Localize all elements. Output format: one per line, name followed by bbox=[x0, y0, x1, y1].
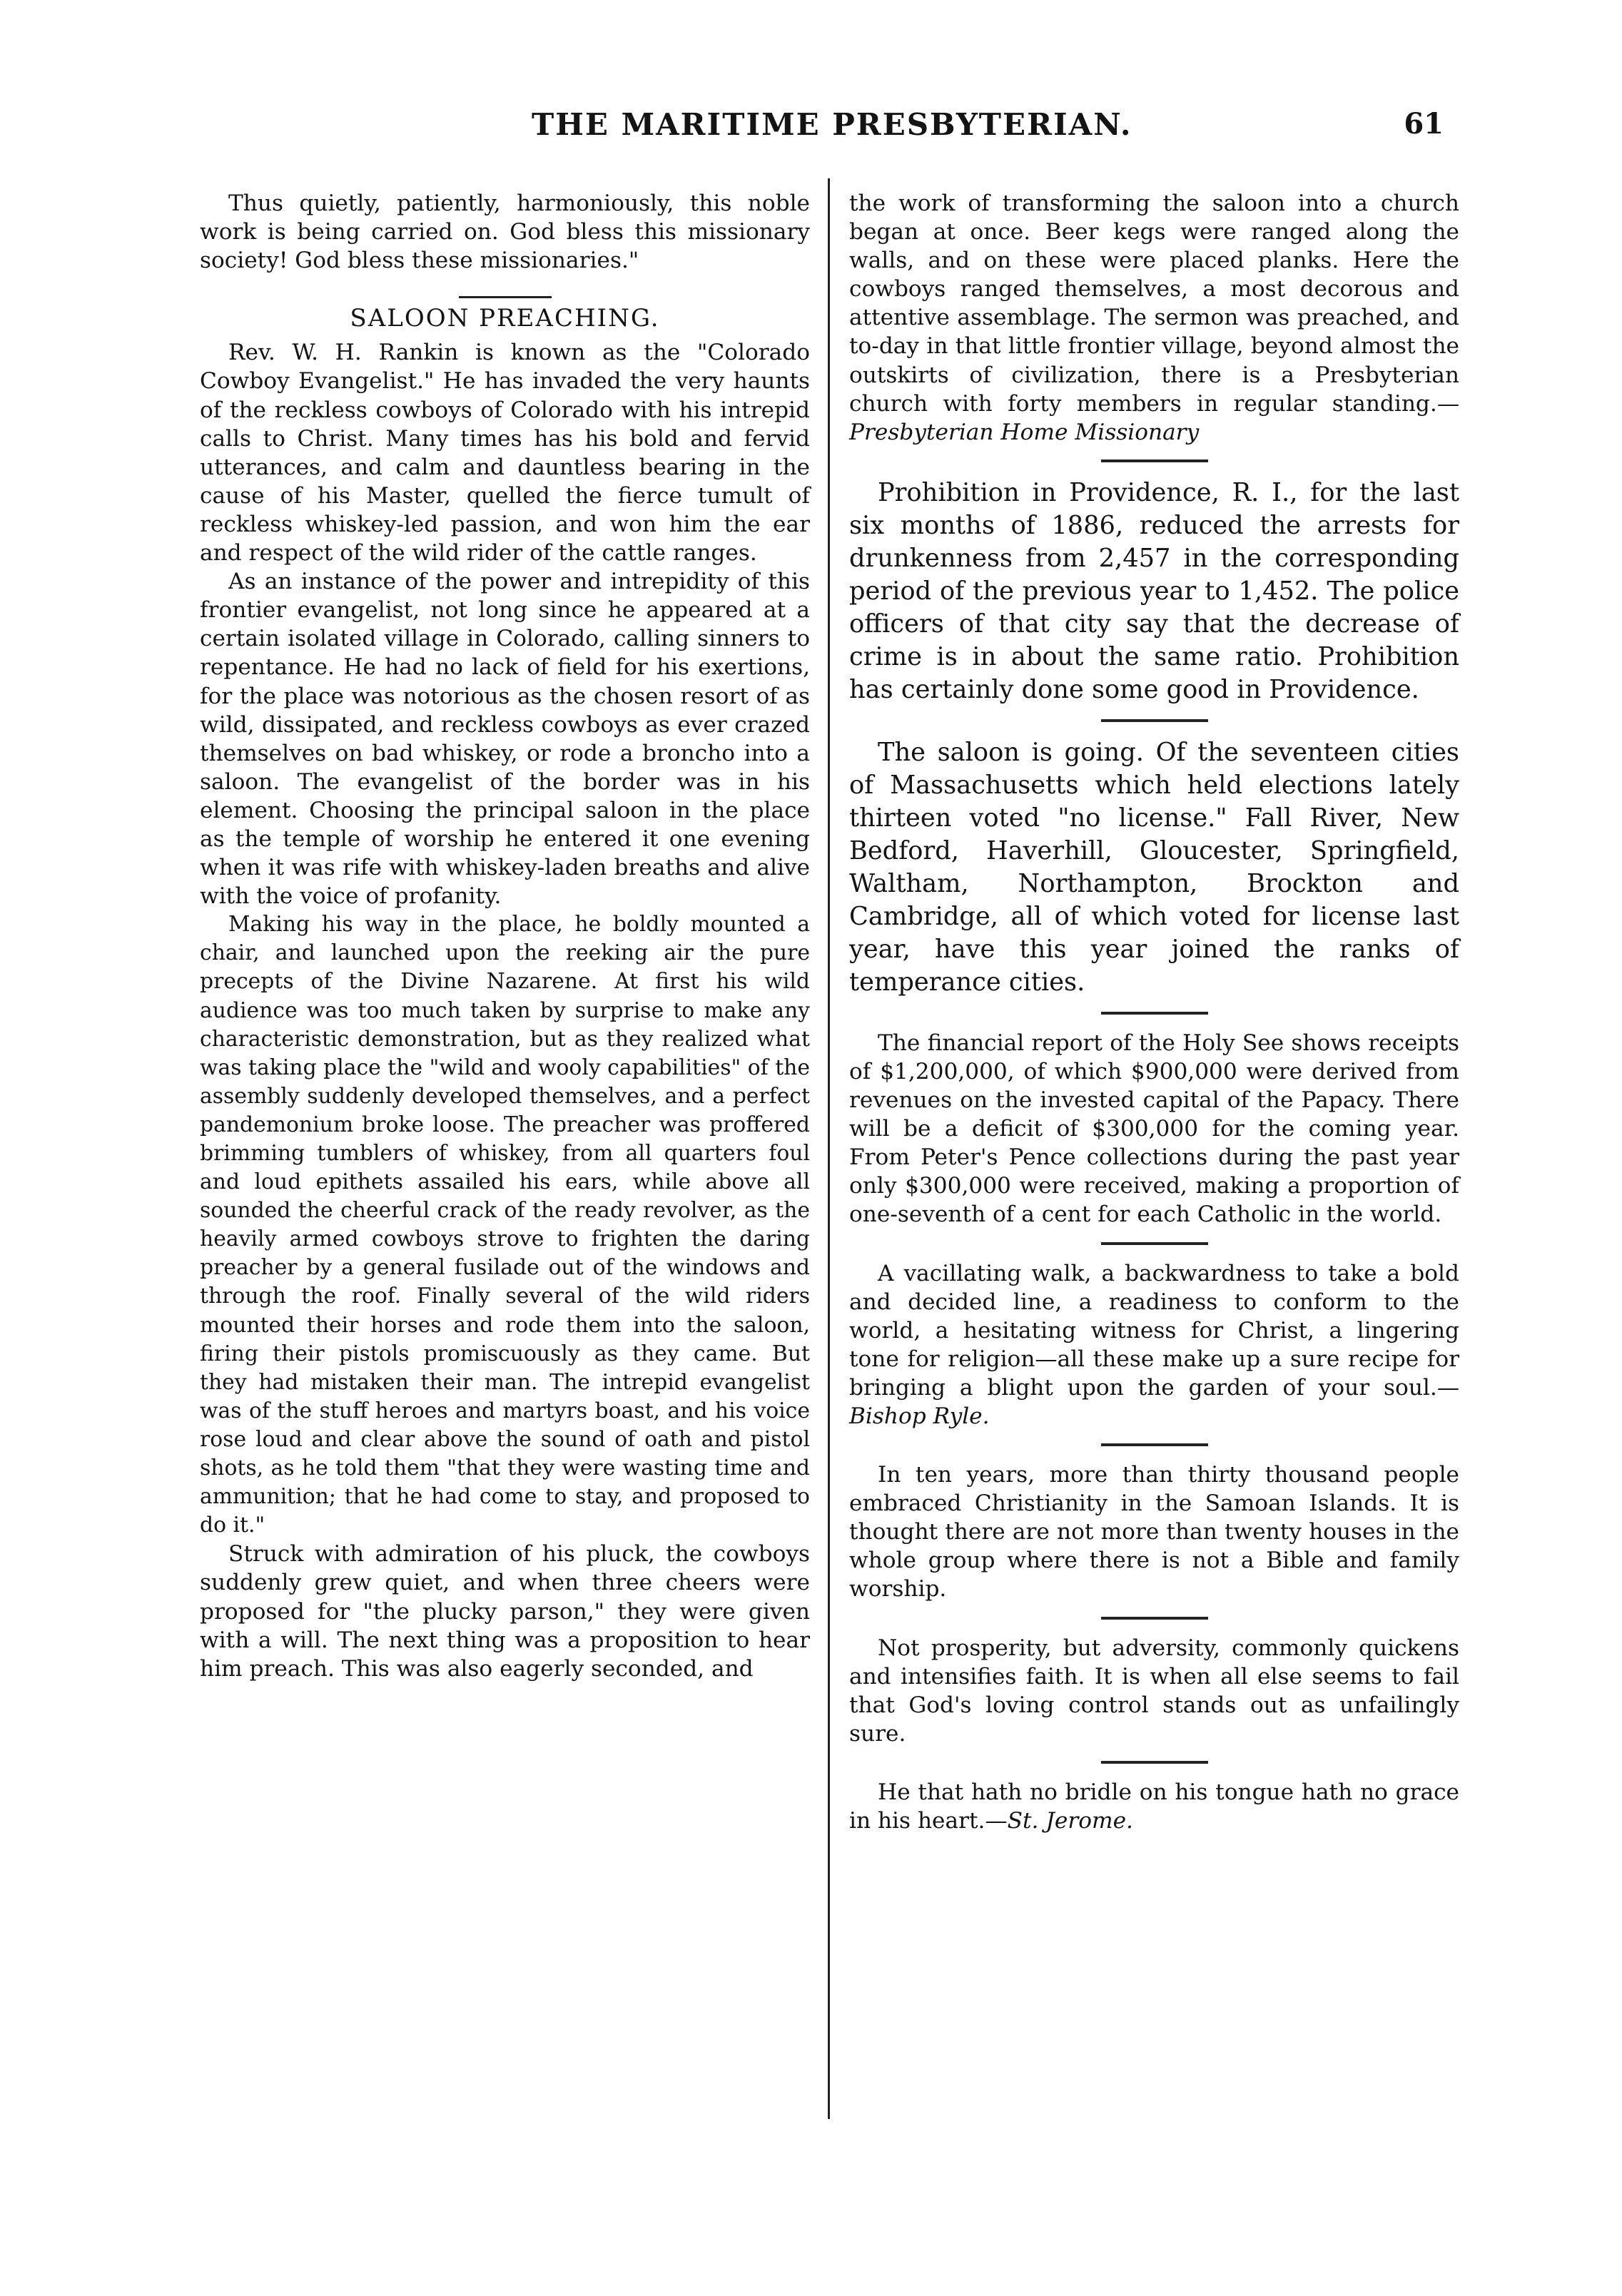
section-divider bbox=[1101, 1012, 1208, 1015]
source-attribution: —St. Jerome. bbox=[985, 1808, 1133, 1834]
section-heading-saloon-preaching: SALOON PREACHING. bbox=[200, 296, 810, 332]
news-item-prohibition-providence: Prohibition in Providence, R. I., for the last six months of 1886, reduced the arrests for drunkenness from 2,457 in the corresponding period of the previous year to 1,452. The police officers of that city say that the decrease of crime is in about the same ratio. Prohibition has certainly done some good in Providence. bbox=[849, 477, 1459, 704]
section-divider bbox=[1101, 1761, 1208, 1764]
continuation-paragraph: Thus quietly, patiently, harmoniously, this noble work is being carried on. God bless this missionary society! God bless these missionaries." bbox=[200, 191, 810, 274]
section-divider bbox=[1101, 719, 1208, 722]
news-item-bridle bbox=[849, 1778, 1459, 1835]
section-divider bbox=[1101, 1242, 1208, 1245]
article-paragraph: Making his way in the place, he boldly mounted a chair, and launched upon the reeking air the pure precepts of the Divine Nazarene. At first his wild audience was too much taken by surprise to make any characteristic demonstration, but as they realized what was taking place the "wild and wooly capabilities" of the assembly suddenly developed themselves, and a perfect pandemonium broke loose. The preacher was proffered brimming tumblers of whiskey, from all quarters foul and loud epithets assailed his ears, while above all sounded the cheerful crack of the ready revolver, as the heavily armed cowboys strove to frighten the daring preacher by a general fusilade out of the windows and through the roof. Finally several of the wild riders mounted their horses and rode them into the saloon, firing their pistols promiscuously as they came. But they had mistaken their man. The intrepid evangelist was of the stuff heroes and martyrs boast, and his voice rose loud and clear above the sound of oath and pistol shots, as he told them "that they were wasting time and ammunition; that he had come to stay, and proposed to do it." bbox=[200, 912, 810, 1538]
item-text: A vacillating walk, a backwardness to take a bold and decided line, a readiness to conform to the world, a hesitating witness for Christ, a lingering tone for religion—all these make up a sure recipe for bringing a blight upon the garden of your soul. bbox=[849, 1260, 1459, 1401]
news-item-saloon-going: The saloon is going. Of the seventeen cities of Massachusetts which held elections lately thirteen voted "no license." Fall River, New Bedford, Haverhill, Gloucester, Springfield, Waltham, Northampton, Brockton and Cambridge, all of which voted for license last year, have this year joined the ranks of temperance cities. bbox=[849, 737, 1459, 997]
article-paragraph: Struck with admiration of his pluck, the cowboys suddenly grew quiet, and when three cheers were proposed for "the plucky parson," they were given with a will. The next thing was a proposition to hear him preach. This was also eagerly seconded, and bbox=[200, 1541, 810, 1682]
article-paragraph: Rev. W. H. Rankin is known as the "Colorado Cowboy Evangelist." He has invaded the very haunts of the reckless cowboys of Colorado with his intrepid calls to Christ. Many times has his bold and fervid utterances, and calm and dauntless bearing in the cause of his Master, quelled the fierce tumult of reckless whiskey-led passion, and won him the ear and respect of the wild rider of the cattle ranges. bbox=[200, 340, 810, 567]
article-text: the work of transforming the saloon into a church began at once. Beer kegs were ranged along the walls, and on these were placed planks. Here the cowboys ranged themselves, a most decorous and attentive assemblage. The sermon was preached, and to-day in that little frontier village, beyond almost the outskirts of civilization, there is a Presbyterian church with forty members in regular standing. bbox=[849, 191, 1459, 417]
right-column bbox=[849, 189, 1459, 1835]
article-paragraph bbox=[849, 189, 1459, 447]
running-title: THE MARITIME PRESBYTERIAN. bbox=[532, 107, 1132, 142]
news-item-prosperity: Not prosperity, but adversity, commonly quickens and intensifies faith. It is when all else seems to fail that God's loving control stands out as unfailingly sure. bbox=[849, 1635, 1459, 1747]
source-attribution: —Presbyterian Home Missionary bbox=[849, 390, 1459, 445]
page-header bbox=[0, 107, 1622, 157]
news-item-samoan: In ten years, more than thirty thousand people embraced Christianity in the Samoan Islands. It is thought there are not more than twenty houses in the whole group where there is not a Bible and family worship. bbox=[849, 1462, 1459, 1602]
left-column bbox=[200, 189, 810, 1683]
news-item-vacillating bbox=[849, 1259, 1459, 1431]
section-divider bbox=[1101, 459, 1208, 462]
section-divider bbox=[1101, 1617, 1208, 1620]
section-divider bbox=[1101, 1443, 1208, 1446]
article-paragraph: As an instance of the power and intrepidity of this frontier evangelist, not long since he appeared at a certain isolated village in Colorado, calling sinners to repentance. He had no lack of field for his exertions, for the place was notorious as the chosen resort of as wild, dissipated, and reckless cowboys as ever crazed themselves on bad whiskey, or rode a broncho into a saloon. The evangelist of the border was in his element. Choosing the principal saloon in the place as the temple of worship he entered it one evening when it was rife with whiskey-laden breaths and alive with the voice of profanity. bbox=[200, 569, 810, 910]
source-attribution: —Bishop Ryle. bbox=[849, 1374, 1459, 1429]
news-item-holy-see: The financial report of the Holy See shows receipts of $1,200,000, of which $900,000 were derived from revenues on the invested capital of the Papacy. There will be a deficit of $300,000 for the coming year. From Peter's Pence collections during the past year only $300,000 were received, making a proportion of one-seventh of a cent for each Catholic in the world. bbox=[849, 1030, 1459, 1228]
item-text: He that hath no bridle on his tongue hath no grace in his heart. bbox=[849, 1779, 1459, 1834]
column-rule bbox=[828, 178, 830, 2119]
page-number: 61 bbox=[1404, 107, 1444, 141]
